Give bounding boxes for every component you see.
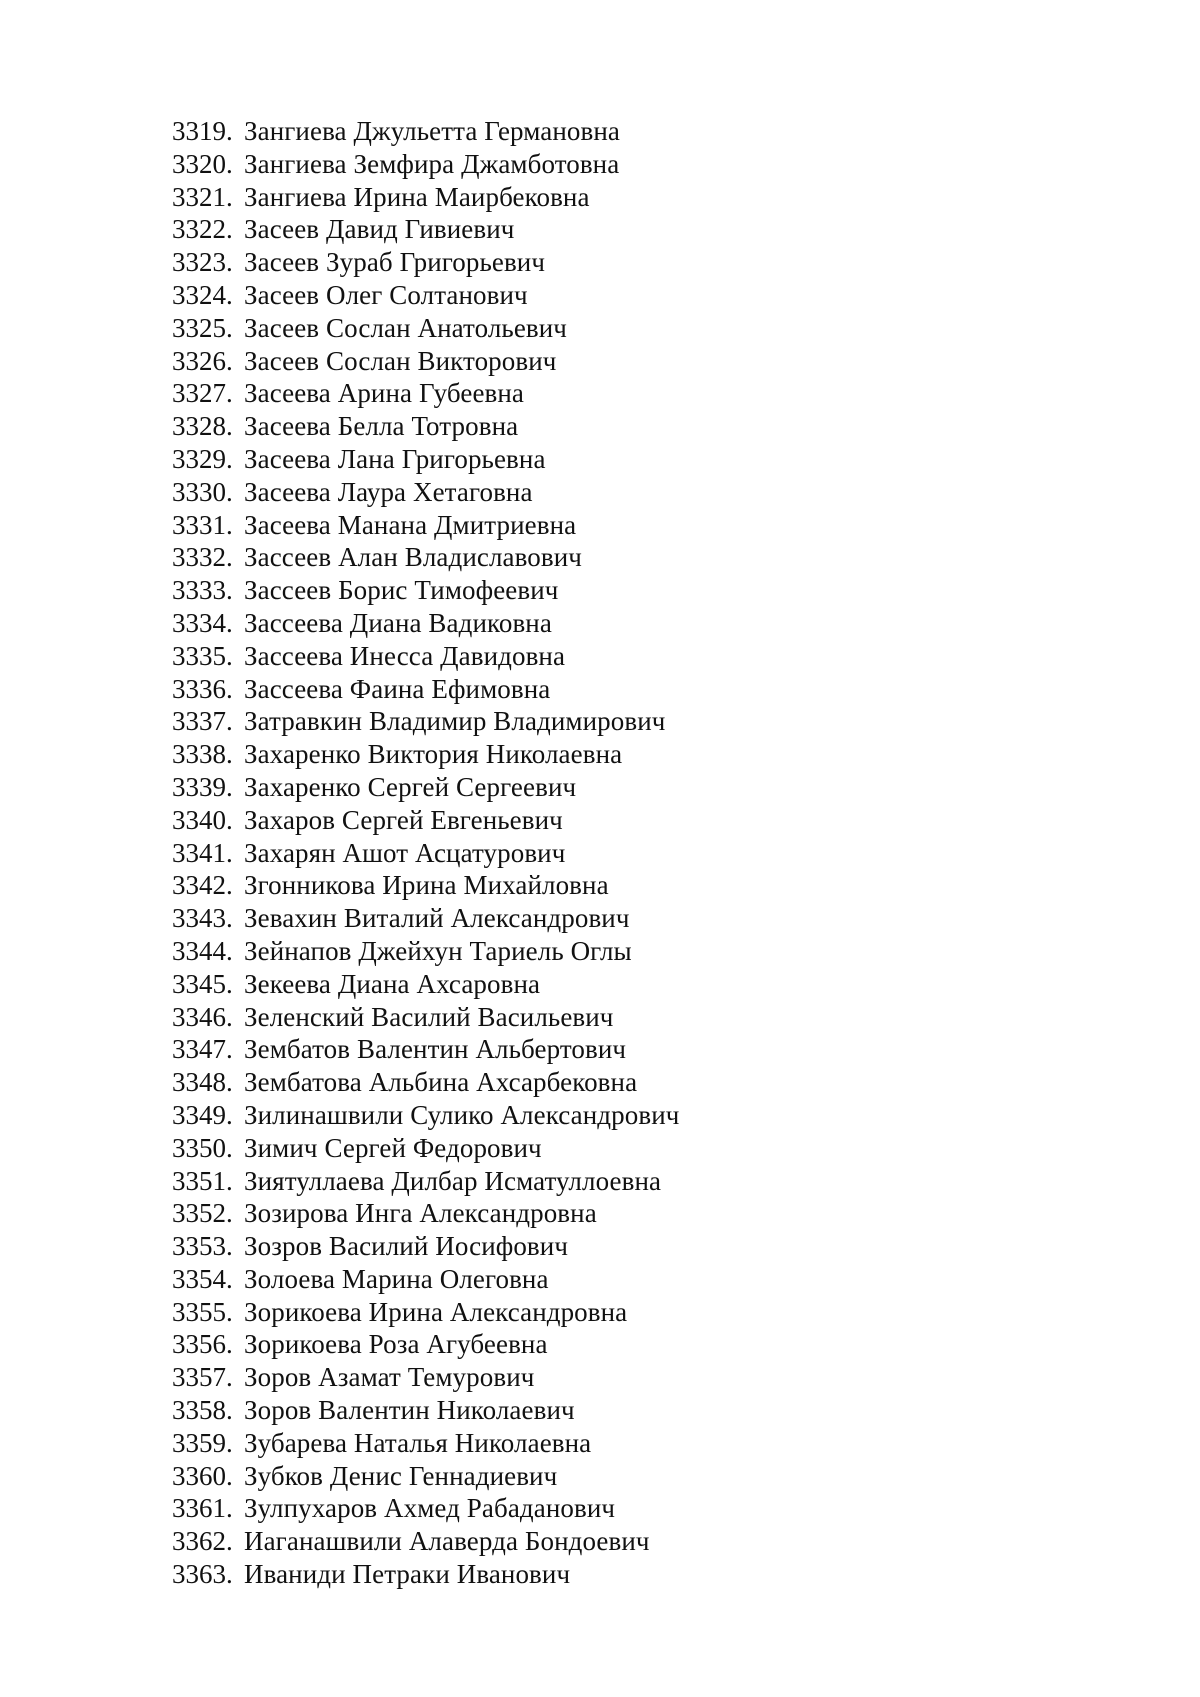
entry-number: 3351. xyxy=(172,1165,233,1196)
entry-number: 3363. xyxy=(172,1559,233,1590)
entry-number: 3329. xyxy=(172,443,233,474)
entry-full-name: Зангиева Ирина Маирбековна xyxy=(244,181,590,212)
entry-full-name: Захаренко Виктория Николаевна xyxy=(244,739,623,770)
list-item xyxy=(172,148,679,181)
entry-full-name: Зиятуллаева Дилбар Исматуллоевна xyxy=(244,1165,662,1196)
list-item xyxy=(172,1427,679,1460)
list-item xyxy=(172,574,679,607)
entry-full-name: Засеев Сослан Анатольевич xyxy=(244,312,567,343)
list-item xyxy=(172,312,679,345)
entry-number: 3345. xyxy=(172,968,233,999)
entry-full-name: Зубков Денис Геннадиевич xyxy=(244,1460,558,1491)
entry-number: 3336. xyxy=(172,673,233,704)
entry-number: 3343. xyxy=(172,903,233,934)
entry-number: 3324. xyxy=(172,279,233,310)
entry-full-name: Зассеев Борис Тимофеевич xyxy=(244,575,559,606)
entry-full-name: Засеева Лаура Хетаговна xyxy=(244,476,533,507)
entry-full-name: Згонникова Ирина Михайловна xyxy=(244,870,609,901)
entry-number: 3331. xyxy=(172,509,233,540)
entry-full-name: Зорикоева Ирина Александровна xyxy=(244,1296,628,1327)
list-item xyxy=(172,1066,679,1099)
entry-full-name: Зоров Валентин Николаевич xyxy=(244,1395,575,1426)
list-item xyxy=(172,181,679,214)
entry-full-name: Зембатова Альбина Ахсарбековна xyxy=(244,1067,638,1098)
entry-full-name: Засеева Арина Губеевна xyxy=(244,378,525,409)
entry-number: 3344. xyxy=(172,935,233,966)
entry-full-name: Зангиева Земфира Джамботовна xyxy=(244,148,620,179)
list-item xyxy=(172,1394,679,1427)
entry-full-name: Затравкин Владимир Владимирович xyxy=(244,706,666,737)
list-item xyxy=(172,1361,679,1394)
entry-full-name: Зилинашвили Сулико Александрович xyxy=(244,1099,680,1130)
entry-number: 3334. xyxy=(172,607,233,638)
entry-full-name: Зекеева Диана Ахсаровна xyxy=(244,968,541,999)
list-item xyxy=(172,1328,679,1361)
list-item xyxy=(172,1558,679,1591)
entry-number: 3339. xyxy=(172,771,233,802)
entry-number: 3358. xyxy=(172,1395,233,1426)
list-item xyxy=(172,1230,679,1263)
list-item xyxy=(172,902,679,935)
entry-full-name: Захарян Ашот Асцатурович xyxy=(244,837,566,868)
list-item xyxy=(172,935,679,968)
entry-number: 3354. xyxy=(172,1263,233,1294)
entry-full-name: Засеев Зураб Григорьевич xyxy=(244,247,546,278)
list-item xyxy=(172,607,679,640)
entry-full-name: Зорикоева Роза Агубеевна xyxy=(244,1329,548,1360)
entry-full-name: Захаренко Сергей Сергеевич xyxy=(244,771,577,802)
list-item xyxy=(172,345,679,378)
entry-full-name: Зубарева Наталья Николаевна xyxy=(244,1427,592,1458)
entry-number: 3341. xyxy=(172,837,233,868)
list-item xyxy=(172,869,679,902)
list-item xyxy=(172,1001,679,1034)
entry-full-name: Захаров Сергей Евгеньевич xyxy=(244,804,563,835)
entry-full-name: Зассеева Диана Вадиковна xyxy=(244,607,552,638)
entry-full-name: Зангиева Джульетта Германовна xyxy=(244,116,620,146)
entry-full-name: Иваниди Петраки Иванович xyxy=(244,1559,571,1590)
entry-number: 3360. xyxy=(172,1460,233,1491)
entry-full-name: Засеев Сослан Викторович xyxy=(244,345,557,376)
entry-number: 3326. xyxy=(172,345,233,376)
entry-number: 3359. xyxy=(172,1427,233,1458)
entry-number: 3327. xyxy=(172,378,233,409)
list-item xyxy=(172,1197,679,1230)
entry-number: 3337. xyxy=(172,706,233,737)
entry-number: 3335. xyxy=(172,640,233,671)
list-item xyxy=(172,410,679,443)
entry-number: 3362. xyxy=(172,1526,233,1557)
entry-full-name: Засеев Давид Гивиевич xyxy=(244,214,515,245)
entry-number: 3328. xyxy=(172,411,233,442)
list-item xyxy=(172,771,679,804)
entry-number: 3322. xyxy=(172,214,233,245)
entry-number: 3356. xyxy=(172,1329,233,1360)
entry-number: 3349. xyxy=(172,1099,233,1130)
entry-number: 3321. xyxy=(172,181,233,212)
entry-number: 3357. xyxy=(172,1362,233,1393)
entry-number: 3319. xyxy=(172,116,233,146)
entry-number: 3355. xyxy=(172,1296,233,1327)
list-item xyxy=(172,213,679,246)
entry-number: 3323. xyxy=(172,247,233,278)
list-item xyxy=(172,738,679,771)
entry-number: 3346. xyxy=(172,1001,233,1032)
entry-number: 3330. xyxy=(172,476,233,507)
list-item xyxy=(172,1165,679,1198)
list-item xyxy=(172,837,679,870)
entry-full-name: Иаганашвили Алаверда Бондоевич xyxy=(244,1526,650,1557)
list-item xyxy=(172,1263,679,1296)
list-item xyxy=(172,1296,679,1329)
list-item xyxy=(172,279,679,312)
list-item xyxy=(172,1460,679,1493)
entry-number: 3347. xyxy=(172,1034,233,1065)
list-item xyxy=(172,1033,679,1066)
entry-full-name: Зозирова Инга Александровна xyxy=(244,1198,597,1229)
list-item xyxy=(172,509,679,542)
entry-full-name: Засеева Манана Дмитриевна xyxy=(244,509,577,540)
list-item xyxy=(172,1099,679,1132)
list-item xyxy=(172,443,679,476)
entry-full-name: Зеленский Василий Васильевич xyxy=(244,1001,614,1032)
entry-number: 3348. xyxy=(172,1067,233,1098)
entry-number: 3361. xyxy=(172,1493,233,1524)
entry-number: 3352. xyxy=(172,1198,233,1229)
list-item xyxy=(172,115,679,148)
list-item xyxy=(172,673,679,706)
entry-full-name: Засеева Белла Тотровна xyxy=(244,411,519,442)
entry-number: 3350. xyxy=(172,1132,233,1163)
entry-number: 3353. xyxy=(172,1231,233,1262)
entry-full-name: Зимич Сергей Федорович xyxy=(244,1132,542,1163)
entry-number: 3320. xyxy=(172,148,233,179)
list-item xyxy=(172,541,679,574)
list-item xyxy=(172,1525,679,1558)
entry-full-name: Зассеева Инесса Давидовна xyxy=(244,640,566,671)
list-item xyxy=(172,246,679,279)
list-item xyxy=(172,640,679,673)
list-item xyxy=(172,377,679,410)
entry-number: 3325. xyxy=(172,312,233,343)
entry-full-name: Золоева Марина Олеговна xyxy=(244,1263,549,1294)
entry-full-name: Зулпухаров Ахмед Рабаданович xyxy=(244,1493,616,1524)
entry-number: 3342. xyxy=(172,870,233,901)
entry-full-name: Засеев Олег Солтанович xyxy=(244,279,528,310)
entry-full-name: Зейнапов Джейхун Тариель Оглы xyxy=(244,935,632,966)
list-item xyxy=(172,705,679,738)
entry-number: 3333. xyxy=(172,575,233,606)
entry-full-name: Зембатов Валентин Альбертович xyxy=(244,1034,627,1065)
entry-full-name: Зассеев Алан Владиславович xyxy=(244,542,582,573)
entry-number: 3338. xyxy=(172,739,233,770)
numbered-name-list xyxy=(172,115,679,1591)
entry-full-name: Зевахин Виталий Александрович xyxy=(244,903,630,934)
list-item xyxy=(172,1132,679,1165)
list-item xyxy=(172,1492,679,1525)
entry-full-name: Зассеева Фаина Ефимовна xyxy=(244,673,551,704)
list-item xyxy=(172,804,679,837)
list-item xyxy=(172,476,679,509)
entry-number: 3340. xyxy=(172,804,233,835)
entry-full-name: Зозров Василий Иосифович xyxy=(244,1231,569,1262)
entry-full-name: Засеева Лана Григорьевна xyxy=(244,443,546,474)
entry-number: 3332. xyxy=(172,542,233,573)
entry-full-name: Зоров Азамат Темурович xyxy=(244,1362,535,1393)
list-item xyxy=(172,968,679,1001)
